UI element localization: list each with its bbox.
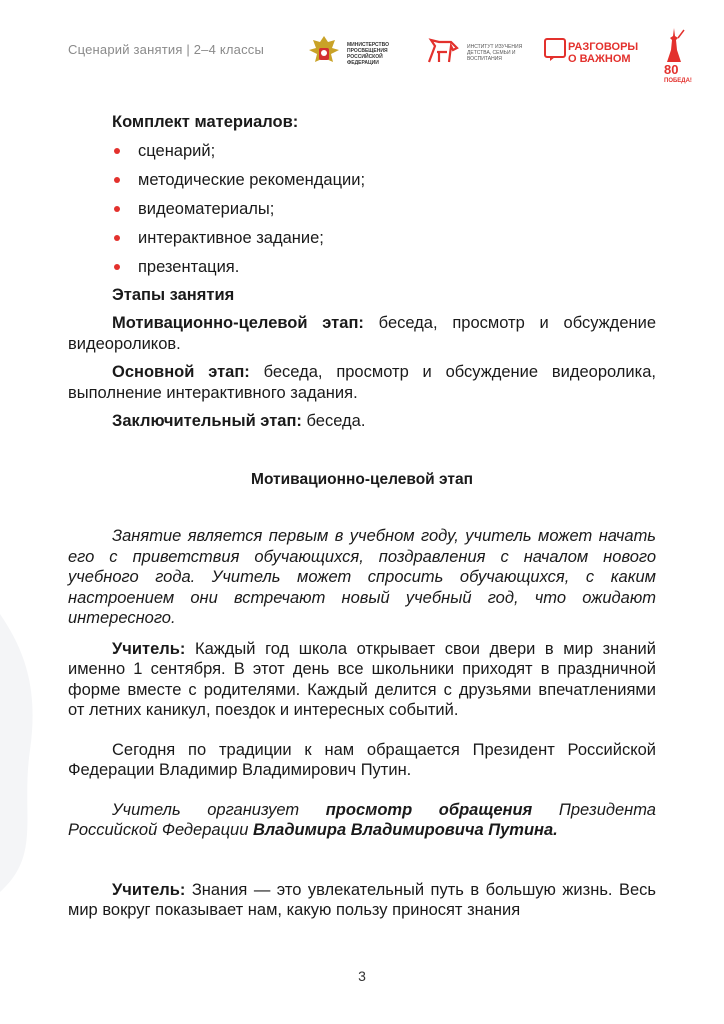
speech-bubble-icon	[544, 38, 566, 62]
page-number: 3	[358, 968, 366, 984]
stages-heading: Этапы занятия	[112, 285, 235, 304]
instruction-text-2: Президента Российской Федерации	[68, 800, 656, 839]
list-item-text: методические рекомендации;	[138, 170, 366, 189]
teacher-paragraph-1	[68, 639, 656, 721]
list-item-text: презентация.	[138, 257, 240, 276]
teacher-label: Учитель:	[112, 639, 186, 658]
stage-final	[68, 411, 656, 432]
motherland-statue-icon	[662, 28, 686, 64]
list-item	[68, 199, 656, 220]
teacher-label: Учитель:	[112, 880, 186, 899]
pobeda-word: ПОБЕДА!	[664, 78, 692, 84]
list-item-text: интерактивное задание;	[138, 228, 324, 247]
instruction-bold-2: Владимира Владимировича Путина.	[252, 821, 558, 839]
bullet-dot-icon	[114, 177, 120, 183]
horse-icon	[425, 36, 461, 66]
list-item	[68, 141, 656, 162]
list-item-text: сценарий;	[138, 141, 216, 160]
instruction-paragraph	[68, 800, 656, 841]
stage-final-label: Заключительный этап:	[112, 412, 302, 430]
instruction-text-1: Учитель организует	[112, 800, 326, 819]
president-paragraph: Сегодня по традиции к нам обращается Президент Российской Федерации Владимир Владимирович Путин.	[68, 740, 656, 779]
page-content	[68, 112, 656, 921]
pobeda-80-logo	[662, 28, 692, 92]
list-item	[68, 257, 656, 278]
list-item	[68, 170, 656, 191]
stage-final-text: беседа.	[301, 412, 366, 430]
intro-paragraph: Занятие является первым в учебном году, учитель может начать его с приветствия обучающихся, поздравления с началом нового учебного года. Учитель может спросить обучающихся, с каким настроением они встречают новый учебный год, что ожидают интересного.	[68, 527, 656, 627]
institute-logo-text: ИНСТИТУТ ИЗУЧЕНИЯ ДЕТСТВА, СЕМЬИ И ВОСПИТАНИЯ	[467, 44, 523, 62]
bullet-dot-icon	[114, 235, 120, 241]
eagle-emblem-icon	[305, 32, 343, 72]
list-item	[68, 228, 656, 249]
materials-heading: Комплект материалов:	[112, 113, 299, 131]
bullet-dot-icon	[114, 206, 120, 212]
header-title: Сценарий занятия | 2–4 классы	[68, 42, 265, 57]
page-header	[68, 28, 704, 98]
background-decoration	[0, 600, 50, 900]
instruction-bold-1: просмотр обращения	[325, 800, 533, 819]
stage-main-text: беседа, просмотр и обсуждение видеоролика, выполнение интерактивного задания.	[68, 363, 656, 402]
materials-list	[68, 141, 656, 278]
razgovory-logo-text: РАЗГОВОРЫ О ВАЖНОМ	[568, 41, 639, 65]
teacher-text: Знания — это увлекательный путь в большую жизнь. Весь мир вокруг показывает нам, какую пользу приносят знания	[68, 880, 656, 919]
bullet-dot-icon	[114, 264, 120, 270]
teacher-text: Каждый год школа открывает свои двери в мир знаний именно 1 сентября. В этот день все школьники приходят в праздничной форме вместе с родителями. Каждый делится с друзьями впечатлениями от летних каникул, поездок и интересных событий.	[68, 639, 656, 719]
bullet-dot-icon	[114, 148, 120, 154]
stage-main	[68, 362, 656, 403]
stage-motivational-label: Мотивационно-целевой этап:	[112, 314, 364, 332]
pobeda-number: 80	[664, 62, 679, 77]
minpros-logo-text: МИНИСТЕРСТВО ПРОСВЕЩЕНИЯ РОССИЙСКОЙ ФЕДЕРАЦИИ	[347, 42, 389, 66]
stage-motivational-text: беседа, просмотр и обсуждение видеороликов.	[68, 314, 656, 353]
section-title: Мотивационно-целевой этап	[251, 470, 473, 488]
institute-logo	[425, 36, 525, 72]
teacher-paragraph-2	[68, 880, 656, 921]
minpros-logo	[305, 32, 405, 72]
razgovory-logo	[544, 38, 644, 68]
stage-main-label: Основной этап:	[112, 363, 250, 381]
stage-motivational	[68, 313, 656, 354]
list-item-text: видеоматериалы;	[138, 199, 275, 218]
